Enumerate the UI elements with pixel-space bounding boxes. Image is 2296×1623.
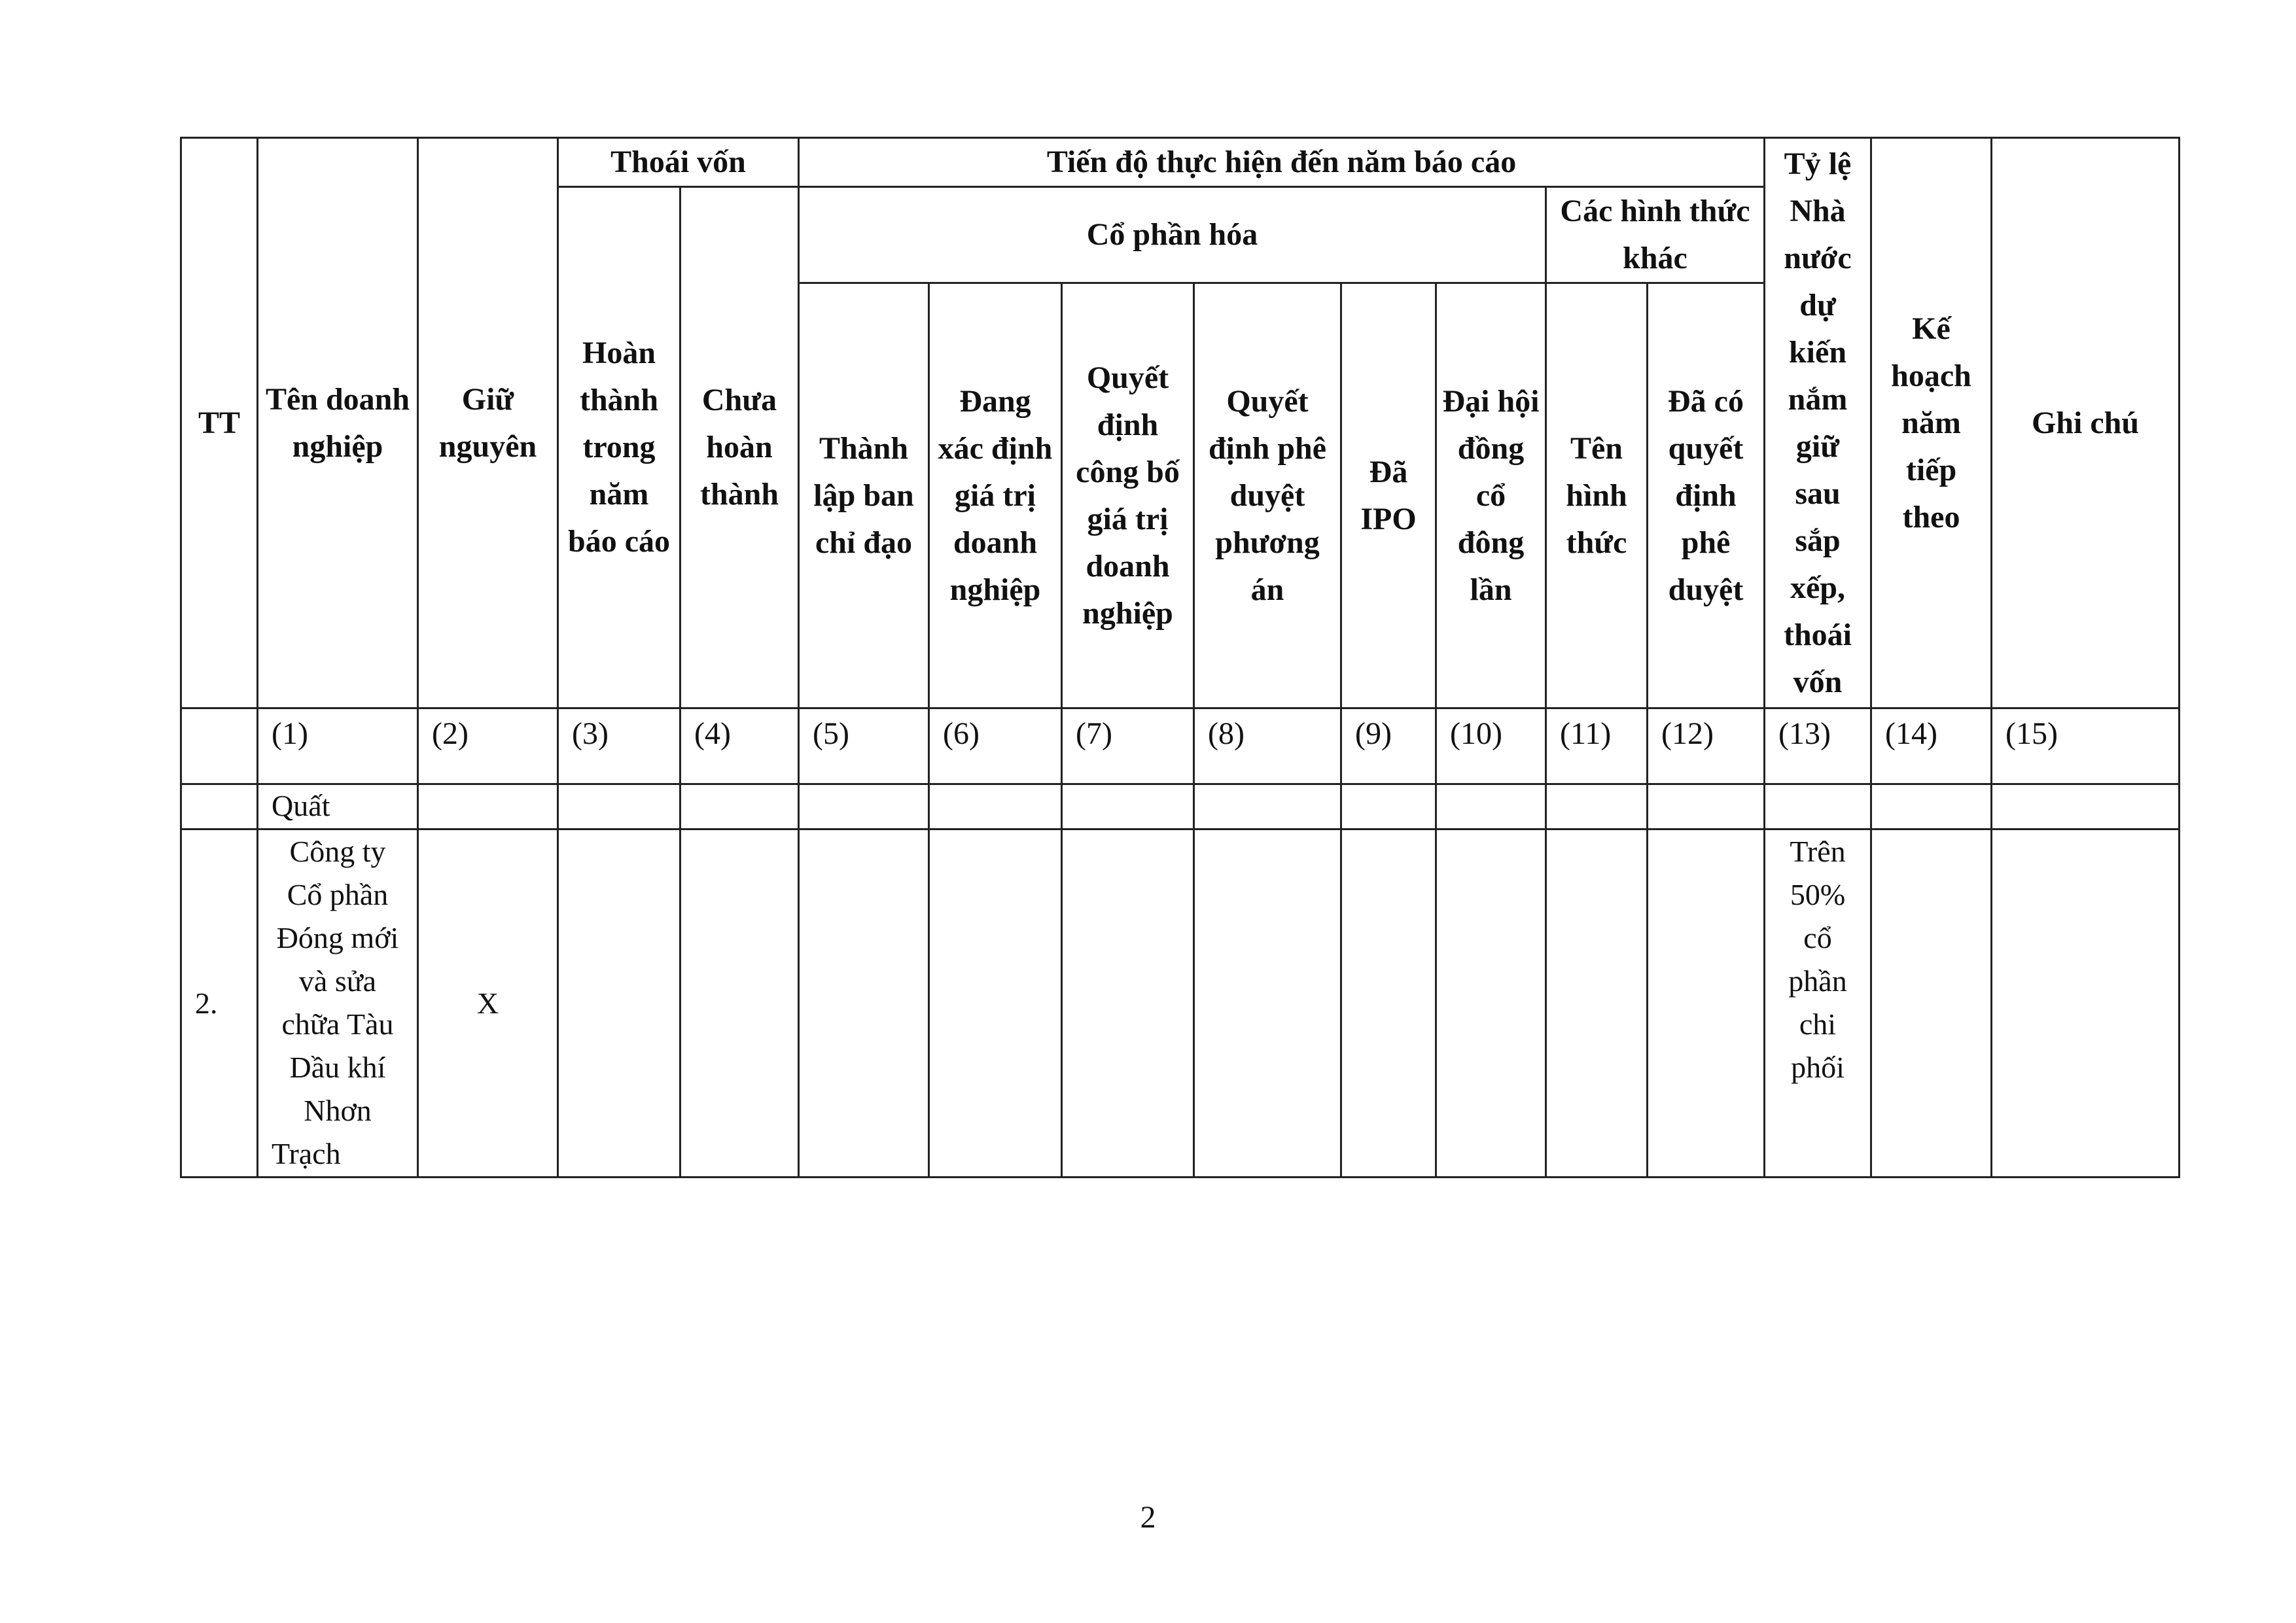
column-number: (6): [929, 708, 1062, 784]
header-tien-do: Tiến độ thực hiện đến năm báo cáo: [799, 138, 1765, 187]
header-tt: TT: [181, 138, 258, 708]
table-row: [181, 784, 2180, 829]
column-number-row: [181, 708, 2180, 784]
header-ghi-chu: Ghi chú: [1992, 138, 2180, 708]
column-number: [181, 708, 258, 784]
row-tt: 2.: [181, 829, 258, 1178]
header-row-1: [181, 138, 2180, 187]
column-number: (13): [1765, 708, 1871, 784]
header-ke-hoach: Kế hoạch năm tiếp theo: [1871, 138, 1992, 708]
column-number: (3): [558, 708, 680, 784]
header-da-ipo: Đã IPO: [1341, 283, 1436, 708]
header-ty-le: Tỷ lệ Nhà nước dự kiến nắm giữ sau sắp xếp, thoái vốn: [1765, 138, 1871, 708]
header-quyet-dinh-cong-bo: Quyết định công bố giá trị doanh nghiệp: [1062, 283, 1194, 708]
column-number: (11): [1546, 708, 1648, 784]
header-ten-hinh-thuc: Tên hình thức: [1546, 283, 1648, 708]
header-thoai-von: Thoái vốn: [558, 138, 799, 187]
column-number: (10): [1436, 708, 1546, 784]
partial-row-name: Quất: [258, 784, 418, 829]
row-ty-le: Trên 50% cổ phần chi phối: [1765, 829, 1871, 1178]
header-ten-doanh-nghiep: Tên doanh nghiệp: [258, 138, 418, 708]
column-number: (2): [418, 708, 558, 784]
report-table: [180, 137, 2180, 1178]
header-cac-hinh-thuc-khac: Các hình thức khác: [1546, 187, 1765, 283]
column-number: (8): [1194, 708, 1341, 784]
column-number: (15): [1992, 708, 2180, 784]
header-quyet-dinh-phe-duyet: Quyết định phê duyệt phương án: [1194, 283, 1341, 708]
header-dai-hoi: Đại hội đồng cổ đông lần: [1436, 283, 1546, 708]
column-number: (14): [1871, 708, 1992, 784]
header-co-phan-hoa: Cổ phần hóa: [799, 187, 1546, 283]
header-da-co-quyet-dinh: Đã có quyết định phê duyệt: [1648, 283, 1765, 708]
header-dang-xac-dinh: Đang xác định giá trị doanh nghiệp: [929, 283, 1062, 708]
row-giu-nguyen: X: [418, 829, 558, 1178]
column-number: (5): [799, 708, 929, 784]
header-chua-hoan-thanh: Chưa hoàn thành: [680, 187, 799, 708]
table-row: [181, 829, 2180, 1178]
column-number: (9): [1341, 708, 1436, 784]
header-giu-nguyen: Giữ nguyên: [418, 138, 558, 708]
header-thanh-lap: Thành lập ban chỉ đạo: [799, 283, 929, 708]
column-number: (1): [258, 708, 418, 784]
column-number: (12): [1648, 708, 1765, 784]
column-number: (7): [1062, 708, 1194, 784]
row-company-name: Công ty Cổ phần Đóng mới và sửa chữa Tàu Dầu khí Nhơn Trạch: [258, 829, 418, 1178]
header-hoan-thanh: Hoàn thành trong năm báo cáo: [558, 187, 680, 708]
column-number: (4): [680, 708, 799, 784]
page-number: 2: [1140, 1500, 1156, 1535]
